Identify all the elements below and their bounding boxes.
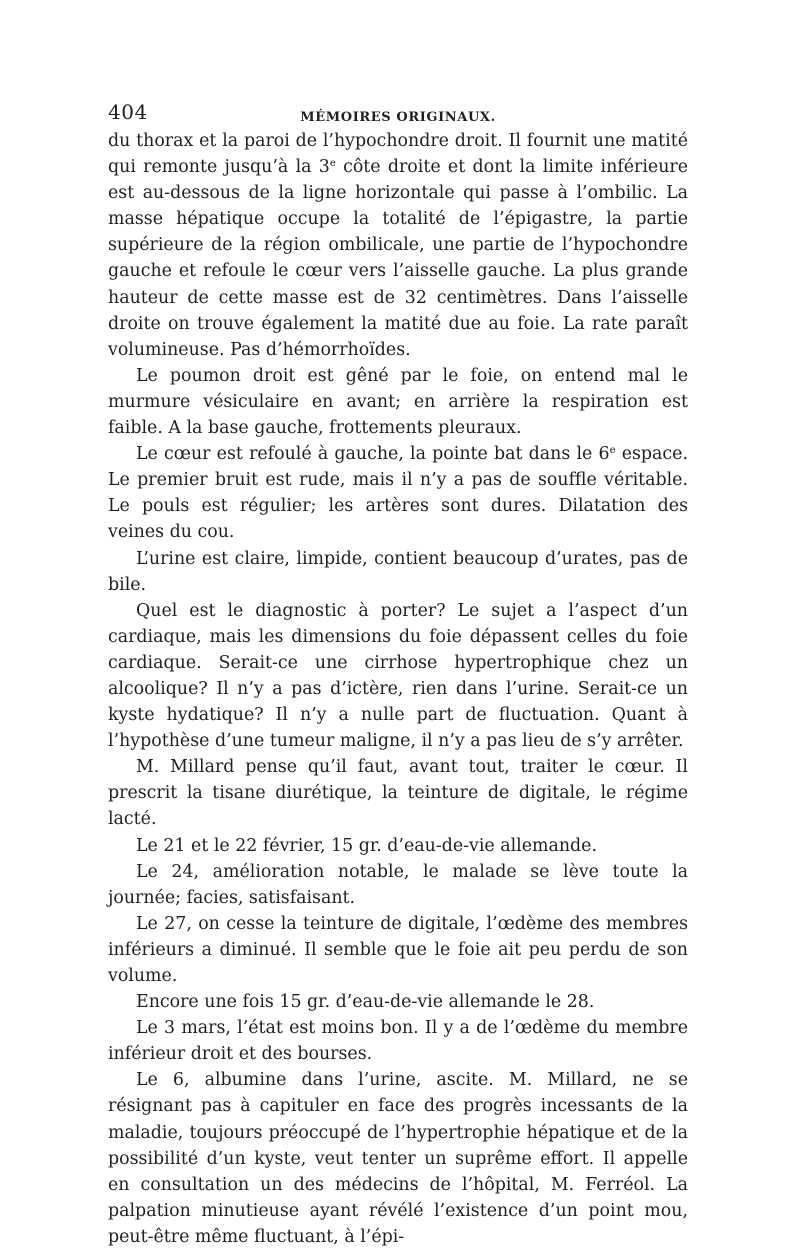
paragraph-2: Le poumon droit est gêné par le foie, on entend mal le murmure vésiculaire en avant; en arrière la respiration est faible. A la base gauche, frottements pleuraux. (108, 365, 688, 439)
paragraph-10: Encore une fois 15 gr. d’eau-de-vie allemande le 28. (136, 992, 595, 1013)
page-number: 404 (108, 100, 148, 124)
paragraph-9: Le 27, on cesse la teinture de digitale, l’œdème des membres inférieurs a diminué. Il semble que le foie ait peu perdu de son volume. (108, 913, 688, 986)
page-header (108, 98, 688, 128)
paragraph-1: du thorax et la paroi de l’hypochondre droit. Il fournit une matité qui remonte jusqu’à la 3e côte droite et dont la limite inférieure est au-dessous de la ligne horizontale qui passe à l’ombilic. La masse hépatique occupe la totalité de l’épigastre, la partie supérieure de la région ombilicale, une partie de l’hypochondre gauche et refoule le cœur vers l’aisselle gauche. La plus grande hauteur de cette masse est de 32 centimètres. Dans l’aisselle droite on trouve également la matité due au foie. La rate paraît volumineuse. Pas d’hémorrhoïdes. (108, 131, 688, 360)
body-text (108, 128, 688, 1250)
paragraph-6: M. Millard pense qu’il faut, avant tout, traiter le cœur. Il prescrit la tisane diurétique, la teinture de digitale, le régime lacté. (108, 757, 688, 830)
paragraph-4: L’urine est claire, limpide, contient beaucoup d’urates, pas de bile. (108, 548, 688, 595)
paragraph-5: Quel est le diagnostic à porter? Le sujet a l’aspect d’un cardiaque, mais les dimensions du foie dépassent celles du foie cardiaque. Serait-ce une cirrhose hypertrophique chez un alcoolique? Il n’y a pas d’ictère, rien dans l’urine. Serait-ce un kyste hydatique? Il n’y a nulle part de fluctuation. Quant à l’hypothèse d’une tumeur maligne, il n’y a pas lieu de s’y arrêter. (108, 600, 688, 752)
paragraph-8: Le 24, amélioration notable, le malade se lève toute la journée; facies, satisfaisant. (108, 861, 688, 908)
paragraph-11: Le 3 mars, l’état est moins bon. Il y a de l’œdème du membre inférieur droit et des bourses. (108, 1018, 688, 1065)
paragraph-3: Le cœur est refoulé à gauche, la pointe bat dans le 6e espace. Le premier bruit est rude, mais il n’y a pas de souffle véritable. Le pouls est régulier; les artères sont dures. Dilatation des veines du cou. (108, 444, 688, 543)
running-title: MÉMOIRES ORIGINAUX. (300, 110, 496, 125)
paragraph-12: Le 6, albumine dans l’urine, ascite. M. Millard, ne se résignant pas à capituler en face des progrès incessants de la maladie, toujours préoccupé de l’hypertrophie hépatique et de la possibilité d’un kyste, veut tenter un suprême effort. Il appelle en consultation un des médecins de l’hôpital, M. Ferréol. La palpation minutieuse ayant révélé l’existence d’un point mou, peut-être même fluctuant, à l’épi- (108, 1070, 688, 1247)
page (108, 98, 688, 1250)
paragraph-7: Le 21 et le 22 février, 15 gr. d’eau-de-vie allemande. (136, 835, 597, 856)
